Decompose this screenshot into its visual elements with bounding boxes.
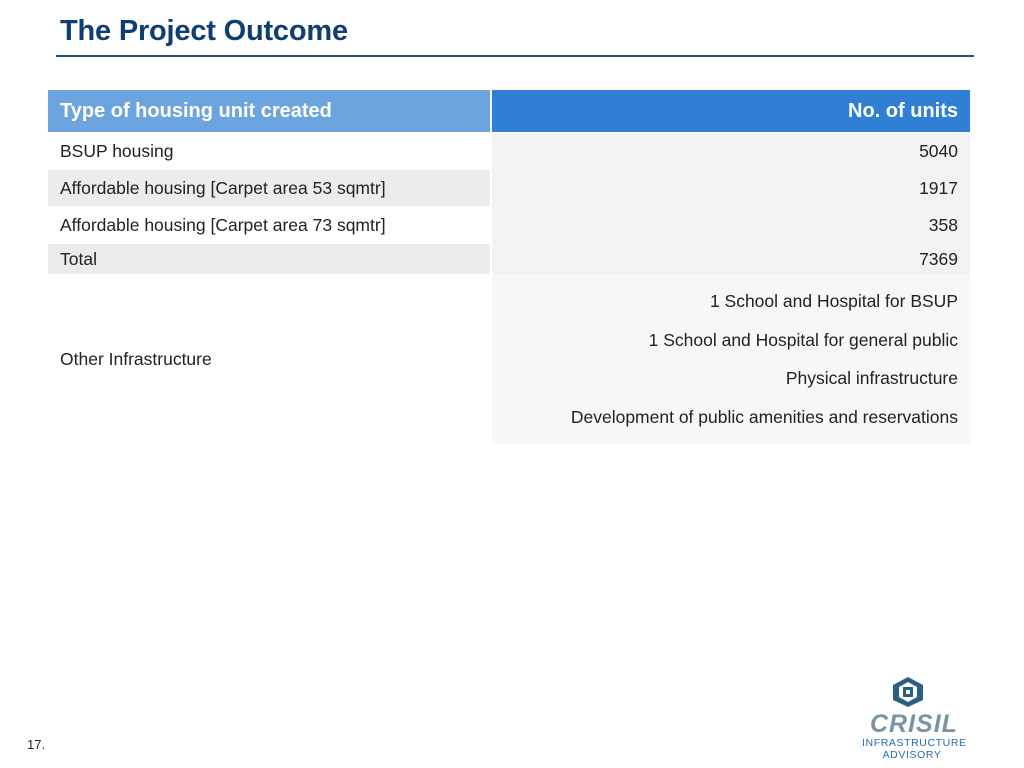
total-units: 7369	[491, 244, 970, 274]
other-infrastructure-label: Other Infrastructure	[48, 274, 491, 444]
table-row-other-infrastructure	[48, 274, 970, 444]
title-divider	[56, 55, 974, 57]
crisil-mark-icon	[890, 676, 926, 708]
crisil-logo	[862, 676, 967, 762]
row-type: Affordable housing [Carpet area 53 sqmtr]	[48, 170, 491, 206]
row-type: Affordable housing [Carpet area 73 sqmtr]	[48, 206, 491, 244]
infrastructure-item: 1 School and Hospital for BSUP	[709, 291, 958, 311]
infrastructure-item: 1 School and Hospital for general public	[648, 329, 958, 350]
outcome-table	[48, 90, 970, 444]
header-type: Type of housing unit created	[48, 90, 491, 133]
infrastructure-item: Development of public amenities and reservations	[570, 406, 958, 427]
header-units: No. of units	[491, 90, 970, 133]
row-units: 5040	[491, 133, 970, 171]
row-units: 1917	[491, 170, 970, 206]
table-row	[48, 170, 970, 206]
logo-wordmark: CRISIL	[870, 710, 958, 738]
slide-title: The Project Outcome	[60, 15, 348, 47]
table-row	[48, 133, 970, 171]
logo-line-2: ADVISORY	[882, 749, 942, 761]
infrastructure-item: Physical infrastructure	[785, 368, 958, 388]
row-type: BSUP housing	[48, 133, 491, 171]
table-row-total	[48, 244, 970, 274]
logo-line-1: INFRASTRUCTURE	[862, 737, 967, 749]
table-header-row	[48, 90, 970, 133]
table-row	[48, 206, 970, 244]
row-units: 358	[491, 206, 970, 244]
total-label: Total	[48, 244, 491, 274]
other-infrastructure-list	[491, 274, 970, 444]
page-number: 17.	[27, 737, 46, 752]
